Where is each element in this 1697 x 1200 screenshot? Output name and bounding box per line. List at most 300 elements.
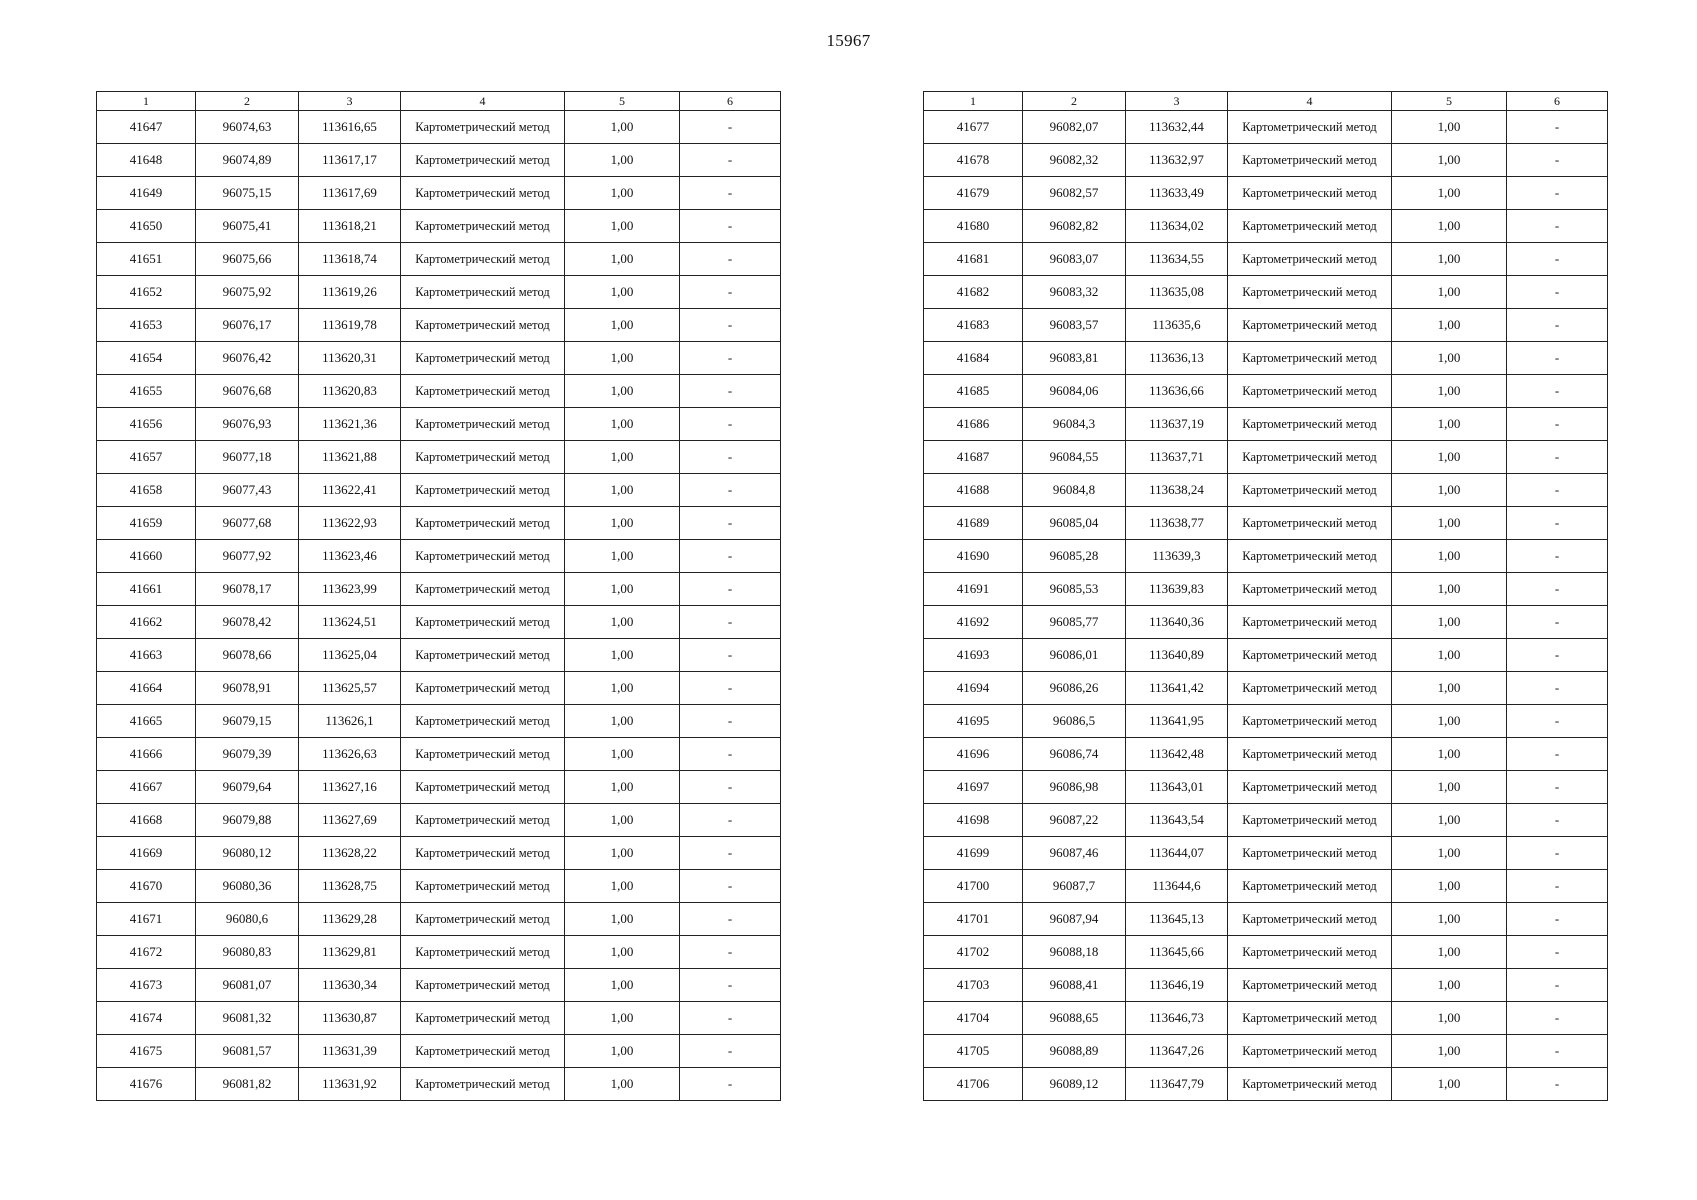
table-row [97, 243, 781, 276]
y-coordinate-cell: 113638,24 [1126, 474, 1228, 507]
description-cell: - [1507, 177, 1608, 210]
x-coordinate-cell: 96075,15 [196, 177, 299, 210]
table-row [97, 738, 781, 771]
y-coordinate-cell: 113632,44 [1126, 111, 1228, 144]
description-cell: - [1507, 936, 1608, 969]
point-number-cell: 41652 [97, 276, 196, 309]
x-coordinate-cell: 96079,88 [196, 804, 299, 837]
table-row [97, 804, 781, 837]
point-number-cell: 41689 [924, 507, 1023, 540]
point-number-cell: 41702 [924, 936, 1023, 969]
method-cell: Картометрический метод [401, 210, 565, 243]
y-coordinate-cell: 113616,65 [299, 111, 401, 144]
x-coordinate-cell: 96083,32 [1023, 276, 1126, 309]
accuracy-cell: 1,00 [565, 639, 680, 672]
table-row [924, 639, 1608, 672]
x-coordinate-cell: 96085,53 [1023, 573, 1126, 606]
method-cell: Картометрический метод [401, 639, 565, 672]
x-coordinate-cell: 96081,57 [196, 1035, 299, 1068]
point-number-cell: 41706 [924, 1068, 1023, 1101]
table-row [924, 507, 1608, 540]
table-row [97, 507, 781, 540]
method-cell: Картометрический метод [401, 672, 565, 705]
method-cell: Картометрический метод [401, 1002, 565, 1035]
x-coordinate-cell: 96077,92 [196, 540, 299, 573]
y-coordinate-cell: 113633,49 [1126, 177, 1228, 210]
table-row [924, 804, 1608, 837]
accuracy-cell: 1,00 [1392, 606, 1507, 639]
accuracy-cell: 1,00 [1392, 1035, 1507, 1068]
table-row [97, 375, 781, 408]
method-cell: Картометрический метод [1228, 573, 1392, 606]
point-number-cell: 41684 [924, 342, 1023, 375]
method-cell: Картометрический метод [401, 1035, 565, 1068]
description-cell: - [680, 672, 781, 705]
method-cell: Картометрический метод [1228, 342, 1392, 375]
method-cell: Картометрический метод [401, 1068, 565, 1101]
accuracy-cell: 1,00 [565, 144, 680, 177]
point-number-cell: 41663 [97, 639, 196, 672]
accuracy-cell: 1,00 [1392, 837, 1507, 870]
point-number-cell: 41682 [924, 276, 1023, 309]
accuracy-cell: 1,00 [1392, 771, 1507, 804]
x-coordinate-cell: 96082,32 [1023, 144, 1126, 177]
accuracy-cell: 1,00 [565, 903, 680, 936]
method-cell: Картометрический метод [1228, 309, 1392, 342]
y-coordinate-cell: 113617,69 [299, 177, 401, 210]
table-row [924, 276, 1608, 309]
description-cell: - [680, 243, 781, 276]
x-coordinate-cell: 96074,63 [196, 111, 299, 144]
y-coordinate-cell: 113634,02 [1126, 210, 1228, 243]
accuracy-cell: 1,00 [565, 837, 680, 870]
accuracy-cell: 1,00 [565, 1002, 680, 1035]
description-cell: - [1507, 837, 1608, 870]
description-cell: - [1507, 507, 1608, 540]
y-coordinate-cell: 113624,51 [299, 606, 401, 639]
description-cell: - [1507, 144, 1608, 177]
description-cell: - [680, 408, 781, 441]
x-coordinate-cell: 96088,65 [1023, 1002, 1126, 1035]
table-row [97, 1068, 781, 1101]
method-cell: Картометрический метод [1228, 243, 1392, 276]
method-cell: Картометрический метод [1228, 210, 1392, 243]
point-number-cell: 41695 [924, 705, 1023, 738]
y-coordinate-cell: 113643,54 [1126, 804, 1228, 837]
point-number-cell: 41705 [924, 1035, 1023, 1068]
table-row [924, 243, 1608, 276]
point-number-cell: 41675 [97, 1035, 196, 1068]
accuracy-cell: 1,00 [565, 804, 680, 837]
y-coordinate-cell: 113631,92 [299, 1068, 401, 1101]
x-coordinate-cell: 96080,36 [196, 870, 299, 903]
point-number-cell: 41672 [97, 936, 196, 969]
y-coordinate-cell: 113632,97 [1126, 144, 1228, 177]
y-coordinate-cell: 113636,66 [1126, 375, 1228, 408]
point-number-cell: 41676 [97, 1068, 196, 1101]
accuracy-cell: 1,00 [1392, 804, 1507, 837]
table-row [924, 474, 1608, 507]
description-cell: - [680, 111, 781, 144]
accuracy-cell: 1,00 [1392, 309, 1507, 342]
point-number-cell: 41691 [924, 573, 1023, 606]
x-coordinate-cell: 96075,41 [196, 210, 299, 243]
description-cell: - [680, 870, 781, 903]
description-cell: - [680, 177, 781, 210]
y-coordinate-cell: 113634,55 [1126, 243, 1228, 276]
accuracy-cell: 1,00 [1392, 903, 1507, 936]
x-coordinate-cell: 96086,5 [1023, 705, 1126, 738]
table-row [924, 144, 1608, 177]
y-coordinate-cell: 113626,63 [299, 738, 401, 771]
method-cell: Картометрический метод [401, 540, 565, 573]
y-coordinate-cell: 113630,34 [299, 969, 401, 1002]
y-coordinate-cell: 113622,93 [299, 507, 401, 540]
point-number-cell: 41701 [924, 903, 1023, 936]
point-number-cell: 41660 [97, 540, 196, 573]
point-number-cell: 41680 [924, 210, 1023, 243]
accuracy-cell: 1,00 [565, 441, 680, 474]
table-row [97, 111, 781, 144]
accuracy-cell: 1,00 [565, 1068, 680, 1101]
point-number-cell: 41669 [97, 837, 196, 870]
y-coordinate-cell: 113627,16 [299, 771, 401, 804]
point-number-cell: 41656 [97, 408, 196, 441]
x-coordinate-cell: 96075,66 [196, 243, 299, 276]
y-coordinate-cell: 113626,1 [299, 705, 401, 738]
method-cell: Картометрический метод [1228, 1035, 1392, 1068]
description-cell: - [680, 540, 781, 573]
description-cell: - [1507, 573, 1608, 606]
point-number-cell: 41683 [924, 309, 1023, 342]
method-cell: Картометрический метод [401, 870, 565, 903]
y-coordinate-cell: 113631,39 [299, 1035, 401, 1068]
point-number-cell: 41651 [97, 243, 196, 276]
description-cell: - [680, 969, 781, 1002]
x-coordinate-cell: 96078,66 [196, 639, 299, 672]
method-cell: Картометрический метод [1228, 375, 1392, 408]
table-row [924, 969, 1608, 1002]
y-coordinate-cell: 113637,71 [1126, 441, 1228, 474]
table-row [97, 870, 781, 903]
y-coordinate-cell: 113620,83 [299, 375, 401, 408]
table-row [924, 111, 1608, 144]
column-header: 1 [97, 92, 196, 111]
point-number-cell: 41694 [924, 672, 1023, 705]
column-header: 1 [924, 92, 1023, 111]
table-row [97, 1002, 781, 1035]
method-cell: Картометрический метод [401, 606, 565, 639]
description-cell: - [680, 705, 781, 738]
y-coordinate-cell: 113617,17 [299, 144, 401, 177]
y-coordinate-cell: 113618,74 [299, 243, 401, 276]
x-coordinate-cell: 96085,04 [1023, 507, 1126, 540]
x-coordinate-cell: 96086,26 [1023, 672, 1126, 705]
accuracy-cell: 1,00 [1392, 870, 1507, 903]
x-coordinate-cell: 96079,64 [196, 771, 299, 804]
table-header-row [924, 92, 1608, 111]
x-coordinate-cell: 96076,68 [196, 375, 299, 408]
point-number-cell: 41704 [924, 1002, 1023, 1035]
description-cell: - [680, 342, 781, 375]
point-number-cell: 41650 [97, 210, 196, 243]
point-number-cell: 41699 [924, 837, 1023, 870]
x-coordinate-cell: 96080,12 [196, 837, 299, 870]
accuracy-cell: 1,00 [1392, 408, 1507, 441]
description-cell: - [680, 276, 781, 309]
table-row [97, 672, 781, 705]
column-header: 6 [1507, 92, 1608, 111]
point-number-cell: 41671 [97, 903, 196, 936]
method-cell: Картометрический метод [401, 111, 565, 144]
coordinates-table-right [923, 91, 1608, 1101]
table-body [97, 111, 781, 1101]
accuracy-cell: 1,00 [1392, 540, 1507, 573]
point-number-cell: 41700 [924, 870, 1023, 903]
x-coordinate-cell: 96088,41 [1023, 969, 1126, 1002]
point-number-cell: 41668 [97, 804, 196, 837]
accuracy-cell: 1,00 [1392, 705, 1507, 738]
point-number-cell: 41690 [924, 540, 1023, 573]
accuracy-cell: 1,00 [565, 540, 680, 573]
description-cell: - [1507, 1035, 1608, 1068]
y-coordinate-cell: 113642,48 [1126, 738, 1228, 771]
description-cell: - [680, 738, 781, 771]
description-cell: - [1507, 408, 1608, 441]
description-cell: - [1507, 540, 1608, 573]
x-coordinate-cell: 96087,94 [1023, 903, 1126, 936]
point-number-cell: 41655 [97, 375, 196, 408]
table-row [924, 837, 1608, 870]
y-coordinate-cell: 113638,77 [1126, 507, 1228, 540]
y-coordinate-cell: 113629,81 [299, 936, 401, 969]
table-row [924, 771, 1608, 804]
table-row [924, 408, 1608, 441]
description-cell: - [1507, 210, 1608, 243]
method-cell: Картометрический метод [401, 903, 565, 936]
x-coordinate-cell: 96080,83 [196, 936, 299, 969]
description-cell: - [680, 1002, 781, 1035]
description-cell: - [1507, 672, 1608, 705]
table-row [97, 276, 781, 309]
description-cell: - [680, 639, 781, 672]
x-coordinate-cell: 96080,6 [196, 903, 299, 936]
method-cell: Картометрический метод [1228, 177, 1392, 210]
accuracy-cell: 1,00 [1392, 936, 1507, 969]
method-cell: Картометрический метод [1228, 1002, 1392, 1035]
accuracy-cell: 1,00 [565, 342, 680, 375]
method-cell: Картометрический метод [1228, 144, 1392, 177]
y-coordinate-cell: 113622,41 [299, 474, 401, 507]
method-cell: Картометрический метод [1228, 606, 1392, 639]
point-number-cell: 41688 [924, 474, 1023, 507]
accuracy-cell: 1,00 [1392, 111, 1507, 144]
point-number-cell: 41681 [924, 243, 1023, 276]
accuracy-cell: 1,00 [565, 408, 680, 441]
accuracy-cell: 1,00 [565, 1035, 680, 1068]
x-coordinate-cell: 96081,32 [196, 1002, 299, 1035]
accuracy-cell: 1,00 [1392, 243, 1507, 276]
accuracy-cell: 1,00 [565, 507, 680, 540]
y-coordinate-cell: 113644,07 [1126, 837, 1228, 870]
x-coordinate-cell: 96081,07 [196, 969, 299, 1002]
x-coordinate-cell: 96076,42 [196, 342, 299, 375]
description-cell: - [680, 144, 781, 177]
y-coordinate-cell: 113646,73 [1126, 1002, 1228, 1035]
method-cell: Картометрический метод [401, 804, 565, 837]
y-coordinate-cell: 113625,04 [299, 639, 401, 672]
point-number-cell: 41685 [924, 375, 1023, 408]
accuracy-cell: 1,00 [1392, 969, 1507, 1002]
method-cell: Картометрический метод [401, 837, 565, 870]
method-cell: Картометрический метод [401, 276, 565, 309]
description-cell: - [1507, 441, 1608, 474]
method-cell: Картометрический метод [1228, 903, 1392, 936]
point-number-cell: 41687 [924, 441, 1023, 474]
method-cell: Картометрический метод [1228, 111, 1392, 144]
x-coordinate-cell: 96087,46 [1023, 837, 1126, 870]
description-cell: - [680, 474, 781, 507]
y-coordinate-cell: 113641,42 [1126, 672, 1228, 705]
x-coordinate-cell: 96078,91 [196, 672, 299, 705]
method-cell: Картометрический метод [1228, 837, 1392, 870]
accuracy-cell: 1,00 [565, 375, 680, 408]
table-row [924, 441, 1608, 474]
y-coordinate-cell: 113640,36 [1126, 606, 1228, 639]
point-number-cell: 41697 [924, 771, 1023, 804]
accuracy-cell: 1,00 [565, 771, 680, 804]
x-coordinate-cell: 96077,18 [196, 441, 299, 474]
description-cell: - [680, 1035, 781, 1068]
method-cell: Картометрический метод [401, 705, 565, 738]
accuracy-cell: 1,00 [1392, 738, 1507, 771]
description-cell: - [1507, 243, 1608, 276]
accuracy-cell: 1,00 [565, 672, 680, 705]
description-cell: - [1507, 342, 1608, 375]
y-coordinate-cell: 113639,3 [1126, 540, 1228, 573]
description-cell: - [1507, 111, 1608, 144]
column-header: 5 [565, 92, 680, 111]
table-row [97, 573, 781, 606]
x-coordinate-cell: 96077,43 [196, 474, 299, 507]
table-row [924, 738, 1608, 771]
description-cell: - [1507, 1068, 1608, 1101]
point-number-cell: 41674 [97, 1002, 196, 1035]
table-row [97, 342, 781, 375]
description-cell: - [680, 606, 781, 639]
accuracy-cell: 1,00 [565, 276, 680, 309]
point-number-cell: 41664 [97, 672, 196, 705]
accuracy-cell: 1,00 [565, 738, 680, 771]
y-coordinate-cell: 113644,6 [1126, 870, 1228, 903]
method-cell: Картометрический метод [401, 243, 565, 276]
y-coordinate-cell: 113625,57 [299, 672, 401, 705]
point-number-cell: 41648 [97, 144, 196, 177]
table-row [97, 474, 781, 507]
accuracy-cell: 1,00 [565, 936, 680, 969]
description-cell: - [1507, 1002, 1608, 1035]
point-number-cell: 41673 [97, 969, 196, 1002]
x-coordinate-cell: 96087,7 [1023, 870, 1126, 903]
method-cell: Картометрический метод [401, 969, 565, 1002]
description-cell: - [1507, 771, 1608, 804]
accuracy-cell: 1,00 [1392, 441, 1507, 474]
method-cell: Картометрический метод [401, 573, 565, 606]
x-coordinate-cell: 96082,82 [1023, 210, 1126, 243]
table-row [924, 540, 1608, 573]
table-row [924, 936, 1608, 969]
accuracy-cell: 1,00 [565, 243, 680, 276]
method-cell: Картометрический метод [401, 309, 565, 342]
description-cell: - [680, 441, 781, 474]
y-coordinate-cell: 113630,87 [299, 1002, 401, 1035]
method-cell: Картометрический метод [401, 936, 565, 969]
method-cell: Картометрический метод [1228, 672, 1392, 705]
description-cell: - [1507, 738, 1608, 771]
point-number-cell: 41661 [97, 573, 196, 606]
table-row [97, 936, 781, 969]
y-coordinate-cell: 113636,13 [1126, 342, 1228, 375]
point-number-cell: 41649 [97, 177, 196, 210]
point-number-cell: 41666 [97, 738, 196, 771]
description-cell: - [680, 804, 781, 837]
y-coordinate-cell: 113623,99 [299, 573, 401, 606]
method-cell: Картометрический метод [1228, 738, 1392, 771]
table-row [924, 573, 1608, 606]
x-coordinate-cell: 96087,22 [1023, 804, 1126, 837]
point-number-cell: 41662 [97, 606, 196, 639]
x-coordinate-cell: 96082,57 [1023, 177, 1126, 210]
table-row [97, 969, 781, 1002]
description-cell: - [1507, 309, 1608, 342]
accuracy-cell: 1,00 [1392, 276, 1507, 309]
description-cell: - [680, 375, 781, 408]
table-row [924, 177, 1608, 210]
method-cell: Картометрический метод [401, 507, 565, 540]
x-coordinate-cell: 96078,42 [196, 606, 299, 639]
point-number-cell: 41670 [97, 870, 196, 903]
description-cell: - [1507, 969, 1608, 1002]
accuracy-cell: 1,00 [1392, 1068, 1507, 1101]
x-coordinate-cell: 96084,55 [1023, 441, 1126, 474]
method-cell: Картометрический метод [1228, 969, 1392, 1002]
column-header: 2 [196, 92, 299, 111]
x-coordinate-cell: 96083,57 [1023, 309, 1126, 342]
x-coordinate-cell: 96084,8 [1023, 474, 1126, 507]
y-coordinate-cell: 113628,75 [299, 870, 401, 903]
x-coordinate-cell: 96085,28 [1023, 540, 1126, 573]
table-row [924, 1068, 1608, 1101]
column-header: 3 [1126, 92, 1228, 111]
y-coordinate-cell: 113619,78 [299, 309, 401, 342]
description-cell: - [680, 507, 781, 540]
description-cell: - [1507, 276, 1608, 309]
accuracy-cell: 1,00 [565, 969, 680, 1002]
table-row [924, 1035, 1608, 1068]
y-coordinate-cell: 113637,19 [1126, 408, 1228, 441]
table-row [924, 1002, 1608, 1035]
y-coordinate-cell: 113621,88 [299, 441, 401, 474]
table-row [924, 210, 1608, 243]
method-cell: Картометрический метод [1228, 540, 1392, 573]
point-number-cell: 41703 [924, 969, 1023, 1002]
x-coordinate-cell: 96075,92 [196, 276, 299, 309]
column-header: 4 [401, 92, 565, 111]
y-coordinate-cell: 113643,01 [1126, 771, 1228, 804]
point-number-cell: 41698 [924, 804, 1023, 837]
y-coordinate-cell: 113645,66 [1126, 936, 1228, 969]
point-number-cell: 41653 [97, 309, 196, 342]
